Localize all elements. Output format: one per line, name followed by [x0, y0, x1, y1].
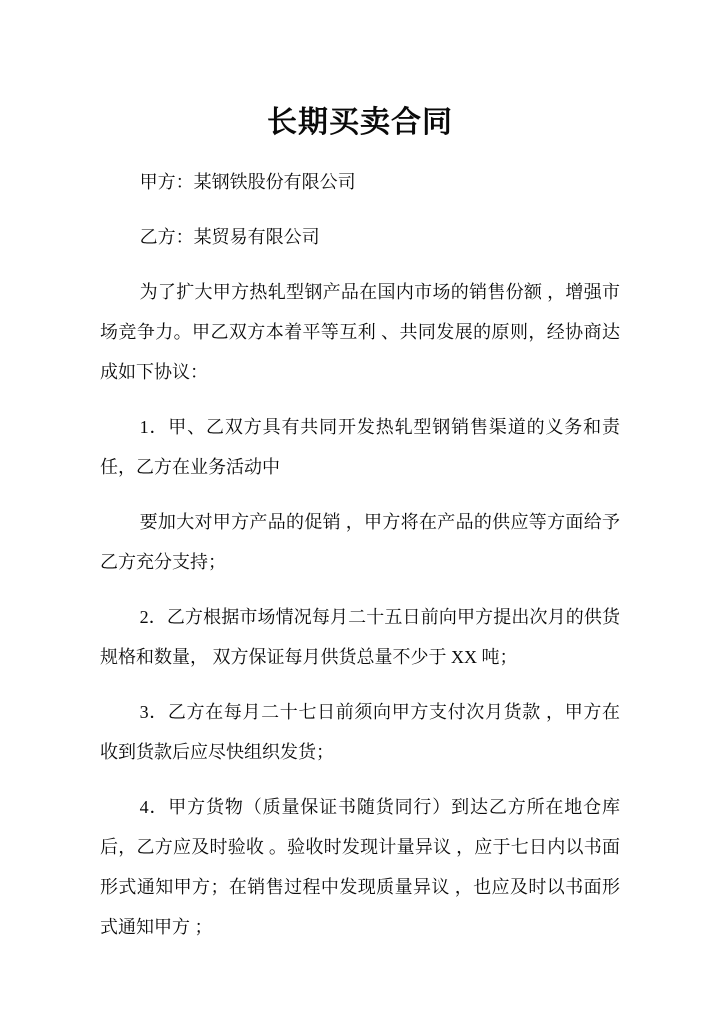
- clause-1-paragraph: 1．甲、乙双方具有共同开发热轧型钢销售渠道的义务和责任，乙方在业务活动中: [100, 417, 620, 477]
- intro-paragraph: 为了扩大甲方热轧型钢产品在国内市场的销售份额 ，增强市场竞争力。甲乙双方本着平等互利 、共同发展的原则，经协商达成如下协议：: [100, 282, 620, 382]
- clause-2-paragraph: 2．乙方根据市场情况每月二十五日前向甲方提出次月的供货规格和数量， 双方保证每月供货总量不少于 XX 吨；: [100, 607, 620, 667]
- clause-1-continuation-paragraph: 要加大对甲方产品的促销 ，甲方将在产品的供应等方面给予乙方充分支持；: [100, 512, 620, 572]
- clause-4-paragraph: 4．甲方货物（质量保证书随货同行）到达乙方所在地仓库后，乙方应及时验收 。验收时发现计量异议 ，应于七日内以书面形式通知甲方；在销售过程中发现质量异议 ，也应及时以书面形式通知甲方 ；: [100, 797, 620, 937]
- party-b-line: 乙方：某贸易有限公司: [139, 227, 320, 247]
- party-a-line: 甲方：某钢铁股份有限公司: [139, 172, 356, 192]
- clause-3-paragraph: 3．乙方在每月二十七日前须向甲方支付次月货款 ，甲方在收到货款后应尽快组织发货；: [100, 702, 620, 762]
- document-title: 长期买卖合同: [267, 106, 453, 139]
